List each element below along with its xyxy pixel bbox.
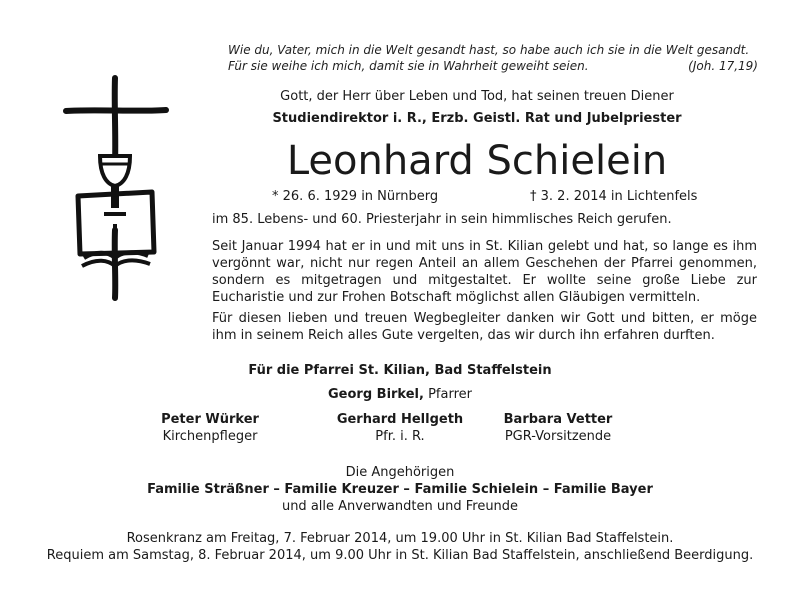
- death-date: † 3. 2. 2014 in Lichtenfels: [530, 189, 698, 204]
- verse-reference: (Joh. 17,19): [688, 59, 758, 73]
- verse-line-2-row: [228, 58, 758, 74]
- family-label: Die Angehörigen: [345, 465, 455, 480]
- deceased-name: Leonhard Schielein: [286, 138, 668, 184]
- intro-line: Gott, der Herr über Leben und Tod, hat seinen treuen Diener: [280, 89, 674, 104]
- family-names: Familie Sträßner – Familie Kreuzer – Familie Schielein – Familie Bayer: [147, 482, 653, 497]
- signer-name: Peter Würker: [161, 412, 259, 427]
- paragraph-called-home: im 85. Lebens- und 60. Priesterjahr in sein himmlisches Reich gerufen.: [212, 212, 672, 227]
- cross-chalice-book-icon: [62, 74, 170, 302]
- rosary-info: Rosenkranz am Freitag, 7. Februar 2014, um 19.00 Uhr in St. Kilian Bad Staffelstein.: [126, 531, 674, 546]
- birth-date: * 26. 6. 1929 in Nürnberg: [272, 189, 439, 204]
- signer-role: Kirchenpfleger: [162, 429, 258, 444]
- requiem-info: Requiem am Samstag, 8. Februar 2014, um 9.00 Uhr in St. Kilian Bad Staffelstein, anschließend Beerdigung.: [46, 548, 754, 563]
- paragraph-life: Seit Januar 1994 hat er in und mit uns in St. Kilian gelebt und hat, so lange es ihm vergönnt war, nicht nur regen Anteil an allem Geschehen der Pfarrei genommen, sondern es mitgetragen und mitgestaltet. Er wollte seine große Liebe zur Eucharistie und zur Frohen Botschaft möglichst allen Gläubigen vermitteln.: [212, 239, 757, 305]
- signer-role: Pfr. i. R.: [375, 429, 425, 444]
- verse-line-2: Für sie weihe ich mich, damit sie in Wahrheit geweiht seien.: [228, 59, 589, 73]
- family-others: und alle Anverwandten und Freunde: [281, 499, 519, 514]
- bible-verse: [228, 42, 758, 74]
- signer-1: [140, 411, 280, 445]
- signer-3: [478, 411, 638, 445]
- deceased-title: Studiendirektor i. R., Erzb. Geistl. Rat und Jubelpriester: [272, 111, 682, 126]
- signer-2: [320, 411, 480, 445]
- parish-name: Für die Pfarrei St. Kilian, Bad Staffelstein: [248, 363, 552, 378]
- signer-name: Barbara Vetter: [503, 412, 613, 427]
- signer-name: Gerhard Hellgeth: [336, 412, 464, 427]
- paragraph-thanks: Für diesen lieben und treuen Wegbegleiter danken wir Gott und bitten, er möge ihm in seinem Reich alles Gute vergelten, das wir durch ihn erfahren durften.: [212, 311, 757, 343]
- signer-role: PGR-Vorsitzende: [504, 429, 612, 444]
- pastor-role: Pfarrer: [428, 387, 472, 402]
- pastor-line: [160, 386, 640, 403]
- pastor-name: Georg Birkel,: [328, 387, 424, 402]
- verse-line-1: Wie du, Vater, mich in die Welt gesandt hast, so habe auch ich sie in die Welt gesandt.: [228, 43, 750, 57]
